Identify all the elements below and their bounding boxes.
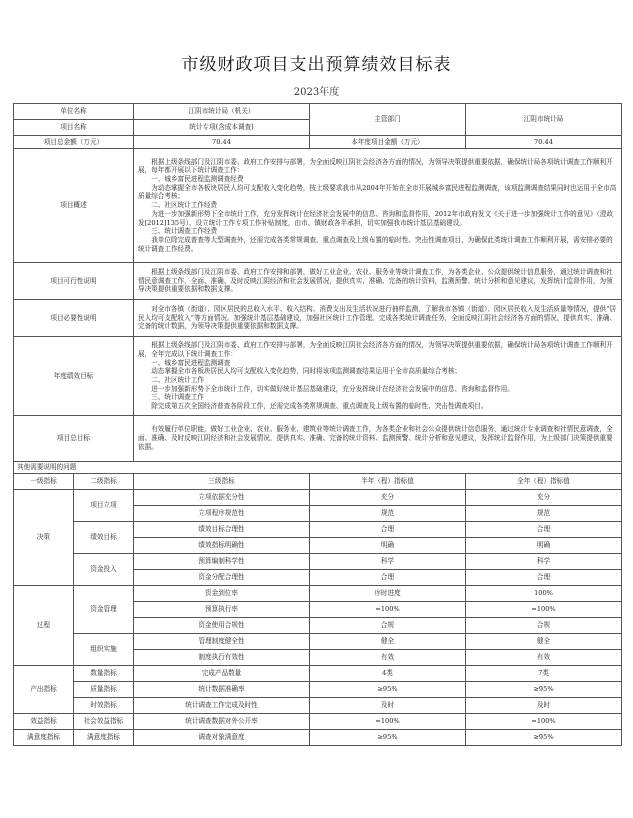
- half-year-value: 充分: [310, 490, 466, 506]
- project-name-label: 项目名称: [14, 120, 134, 136]
- overview-line: 三、统计调查工作经费: [151, 227, 218, 236]
- level2-organization: 组织实施: [74, 634, 134, 666]
- level2-fund-management: 资金管理: [74, 586, 134, 634]
- overview-label: 项目概述: [14, 149, 134, 263]
- header-level2: 二级指标: [74, 474, 134, 490]
- full-year-value: 7类: [466, 666, 622, 682]
- level3-cell: 绩效指标明确性: [134, 538, 310, 554]
- dept-label: 主管部门: [310, 104, 466, 136]
- level1-process: 过程: [14, 586, 74, 666]
- full-year-value: ≥95%: [466, 730, 622, 746]
- level2-quantity: 数量指标: [74, 666, 134, 682]
- overview-line: 根据上级条线部门及江阴市委、政府工作安排与部署，为全面反映江阴社会经济各方面的情况，为领导决策提供重要依据，确保统计局各项统计调查工作顺利开展，每年都开展以下统计调查工作：: [138, 157, 613, 175]
- full-year-value: 充分: [466, 490, 622, 506]
- unit-name-value: 江阴市统计局（机关）: [134, 104, 310, 120]
- annual-goal-line: 二、社区统计工作: [151, 376, 204, 384]
- feasibility-text: [134, 263, 622, 300]
- annual-goal-line: 根据上级条线部门及江阴市委、政府工作安排与部署，为全面反映江阴社会经济各方面的情况，为领导决策提供重要依据，确保统计局各项统计调查工作顺利开展，全年完成以下统计调查工作：: [138, 341, 613, 358]
- level3-cell: 完成产品数量: [134, 666, 310, 682]
- full-year-value: ≥95%: [466, 682, 622, 698]
- half-year-value: 科学: [310, 554, 466, 570]
- level3-cell: 立项依据充分性: [134, 490, 310, 506]
- level3-cell: 制度执行有效性: [134, 650, 310, 666]
- overview-line: 为进一步加强新形势下全市统计工作，充分发挥统计在经济社会发展中的信息、咨询和监督作用，2012年市政府发文《关于进一步加强统计工作的意见》（澄政发[2012]135号），设立统计工作专项工作补贴制度，由市、镇财政各半承担，切实加强我市统计基层基础建设。: [138, 209, 614, 227]
- level2-social-benefit: 社会效益指标: [74, 714, 134, 730]
- necessity-label: 项目必要性说明: [14, 300, 134, 337]
- level3-cell: 预算执行率: [134, 602, 310, 618]
- level3-cell: 统计数据准确率: [134, 682, 310, 698]
- annual-goal-line: 进一步加强新形势下全市统计工作，切实做好统计基层基础建设，充分发挥统计在经济社会发展中的信息、咨询和监督作用。: [151, 384, 514, 393]
- level3-cell: 管理制度健全性: [134, 634, 310, 650]
- other-issues-label: 其他需要说明的问题: [14, 462, 622, 474]
- year-amount-value: 70.44: [466, 136, 622, 149]
- level3-cell: 资金分配合理性: [134, 570, 310, 586]
- header-level1: 一级指标: [14, 474, 74, 490]
- year-label: 2023年度: [293, 87, 340, 98]
- level2-quality: 质量指标: [74, 682, 134, 698]
- year-amount-label: 本年度项目金额（万元）: [310, 136, 466, 149]
- overall-goal-paragraph: 有效履行单位职能，做好工业企业、农业、服务业、建筑业等统计调查工作，为各类企业和社会公众提供统计信息服务，通过统计专业调查和社情民意调查，全面、准确、及时反映江阴经济和社会发展情况，提供真实、准确、完备的统计资料、监测预警、统计分析和意见建议，发挥统计监督作用，为上级部门决策提供重要依据。: [138, 425, 613, 451]
- half-year-value: 合理: [310, 522, 466, 538]
- overall-goal-text: [134, 416, 622, 462]
- overview-line: 我单位除完成普查等大型调查外，还需完成各类常规调查、重点调查及上级布置的临时性、突击性调查项目，为确保此类统计调查工作顺利开展，需安排必要的统计调查工作经费。: [138, 235, 613, 253]
- half-year-value: 明确: [310, 538, 466, 554]
- necessity-paragraph: 对全市各镇（街道）、园区居民的总收入水平、收入结构、消费支出及生活状况进行抽样监测，了解我市各镇（街道）、园区居民收入及生活质量等情况，提供“居民人均可支配收入”等方面情况。加强统计基层基础建设，加强社区统计工作管理。完成各类统计调查任务，全面反映江阴社会经济各方面的情况，提供真实、准确、完备的统计数据，为领导决策提供重要依据和数据支撑。: [138, 304, 617, 331]
- annual-goal-line: 三、统计调查工作: [151, 393, 204, 402]
- full-year-value: 100%: [466, 586, 622, 602]
- level2-fund-input: 资金投入: [74, 554, 134, 586]
- feasibility-paragraph: 根据上级条线部门及江阴市委、政府工作安排和部署，做好工业企业、农业、服务业等统计调查工作，为各类企业、公众提供统计信息服务，通过统计调查和社情民意调查工作，全面、准确、及时反映江阴经济和社会发展情况，提供真实、准确、完备的统计资料，监测预警、统计分析和意见建议，发挥统计监督作用，为领导决策提供重要依据和数据支撑。: [138, 267, 613, 294]
- annual-goal-line: 动态掌握全市各板块居民人均可支配收入变化趋势，同时将该项监测调查结果运用于全市高质量综合考核；: [151, 367, 462, 376]
- dept-value: 江阴市统计局: [466, 104, 622, 136]
- level3-cell: 预算编制科学性: [134, 554, 310, 570]
- full-year-value: 健全: [466, 634, 622, 650]
- page-title: 市级财政项目支出预算绩效目标表: [181, 55, 452, 75]
- header-level3: 三级指标: [134, 474, 310, 490]
- half-year-value: 合理: [310, 570, 466, 586]
- necessity-text: [134, 300, 622, 337]
- level3-cell: 统计调查数据对外公开率: [134, 714, 310, 730]
- overview-line: 为动态掌握全市各板块居民人均可支配收入变化趋势，按上级要求我市从2004年开始在全市开展城乡富民进程监测调查，该项监测调查结果同时也运用于全市高质量综合考核；: [138, 183, 617, 201]
- full-year-value: 合规: [466, 618, 622, 634]
- half-year-value: 及时: [310, 698, 466, 714]
- header-full-year: 全年（程）指标值: [466, 474, 622, 490]
- half-year-value: 有效: [310, 650, 466, 666]
- overall-goal-label: 项目总目标: [14, 416, 134, 462]
- level2-satisfaction: 满意度指标: [74, 730, 134, 746]
- total-amount-value: 70.44: [134, 136, 310, 149]
- half-year-value: 健全: [310, 634, 466, 650]
- half-year-value: 4类: [310, 666, 466, 682]
- full-year-value: 科学: [466, 554, 622, 570]
- total-amount-label: 项目总金额（万元）: [14, 136, 134, 149]
- full-year-value: 明确: [466, 538, 622, 554]
- half-year-value: ≥95%: [310, 682, 466, 698]
- half-year-value: ≥95%: [310, 730, 466, 746]
- overview-line: 一、城乡富民进程监测调查经费: [151, 175, 244, 184]
- level2-timeliness: 时效指标: [74, 698, 134, 714]
- level3-cell: 资金到位率: [134, 586, 310, 602]
- level3-cell: 绩效目标合理性: [134, 522, 310, 538]
- half-year-value: =100%: [310, 714, 466, 730]
- unit-name-label: 单位名称: [14, 104, 134, 120]
- annual-goal-line: 一、城乡富民进程监测调查: [151, 358, 231, 367]
- half-year-value: 规范: [310, 506, 466, 522]
- full-year-value: 有效: [466, 650, 622, 666]
- level3-cell: 调查对象满意度: [134, 730, 310, 746]
- overview-text: [134, 149, 622, 263]
- full-year-value: =100%: [466, 602, 622, 618]
- annual-goal-text: [134, 337, 622, 416]
- project-name-value: 统计专项(含成本调查): [134, 120, 310, 136]
- full-year-value: 合理: [466, 522, 622, 538]
- half-year-value: =100%: [310, 602, 466, 618]
- half-year-value: 合规: [310, 618, 466, 634]
- level3-cell: 资金使用合规性: [134, 618, 310, 634]
- level1-decision: 决策: [14, 490, 74, 586]
- full-year-value: =100%: [466, 714, 622, 730]
- level3-cell: 立项程序规范性: [134, 506, 310, 522]
- performance-goal-table: [13, 103, 622, 746]
- annual-goal-line: 除完成第五次全国经济普查各阶段工作，还需完成各类常规调查、重点调查及上级布置的临时性、突击性调查项目。: [151, 402, 488, 411]
- level1-output: 产出指标: [14, 666, 74, 714]
- feasibility-label: 项目可行性说明: [14, 263, 134, 300]
- level1-satisfaction: 满意度指标: [14, 730, 74, 746]
- overview-line: 二、社区统计工作经费: [151, 201, 218, 210]
- level2-project-setup: 项目立项: [74, 490, 134, 522]
- header-half-year: 半年（程）指标值: [310, 474, 466, 490]
- level2-performance-goal: 绩效目标: [74, 522, 134, 554]
- half-year-value: 序时进度: [310, 586, 466, 602]
- level3-cell: 统计调查工作完成及时性: [134, 698, 310, 714]
- full-year-value: 规范: [466, 506, 622, 522]
- full-year-value: 及时: [466, 698, 622, 714]
- level1-benefit: 效益指标: [14, 714, 74, 730]
- full-year-value: 合理: [466, 570, 622, 586]
- annual-goal-label: 年度绩效目标: [14, 337, 134, 416]
